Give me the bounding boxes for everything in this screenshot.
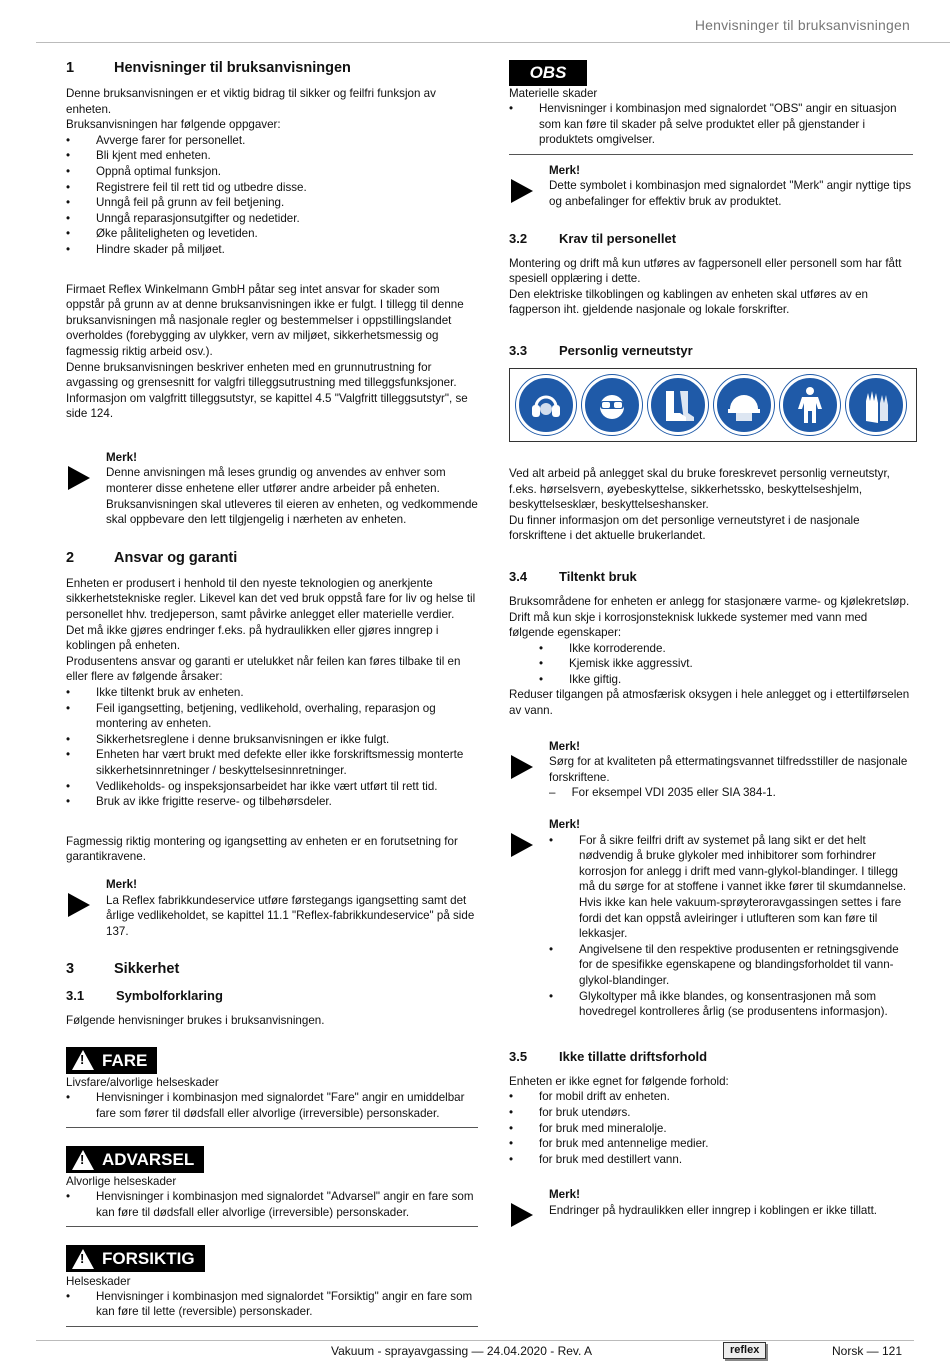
dash-marker: –: [549, 786, 556, 800]
note-text: Dette symbolet i kombinasjon med signalordet "Merk" angir nyttige tips og anbefalinger for effektiv bruk av produktet.: [549, 179, 912, 208]
paragraph: Drift må kun skje i korrosjonsteknisk lukkede systemer med vann med følgende egenskaper:: [509, 610, 868, 640]
section-title: Ansvar og garanti: [114, 549, 238, 566]
list-item: • Oppnå optimal funksjon.: [66, 164, 478, 180]
section-3-5-heading: [509, 1048, 913, 1066]
paragraph: Denne bruksanvisningen beskriver enheten med en grunnutrustning for avgassing og grensesnitt for valgfri tilleggsutrustning med tilleggsfunksjoner. Informasjon om valgfritt tilleggsutstyr, se kapittel 4.5 "Valgfritt tilleggsutstyr", se side 124.: [66, 360, 468, 421]
example-text: For eksempel VDI 2035 eller SIA 384-1.: [571, 786, 776, 800]
list-item: • Henvisninger i kombinasjon med signalordet "Advarsel" angir en fare som kan føre til dødsfall eller alvorlige (irreversible) personskader.: [66, 1189, 478, 1220]
list-item: • Registrere feil til rett tid og utbedre disse.: [66, 180, 478, 196]
paragraph: Du finner informasjon om det personlige verneutstyret i de nasjonale forskriftene i det aktuelle brukerlandet.: [509, 513, 860, 543]
list-item: • Henvisninger i kombinasjon med signalordet "Forsiktig" angir en fare som kan føre til lette (reversible) personskader.: [66, 1289, 478, 1320]
list-item: • Bli kjent med enheten.: [66, 148, 478, 164]
section-number: 2: [66, 549, 75, 566]
list-item: • for bruk med antennelige medier.: [509, 1136, 913, 1152]
note-block: [509, 163, 913, 210]
paragraph: Firmaet Reflex Winkelmann GmbH påtar seg intet ansvar for skader som oppstår på grunn av at denne bruksanvisningen ikke er fulgt. I tillegg til denne bruksanvisningen må nasjonale regler og bestemmelser i oppstillingslandet overholdes (forebygging av ulykker, vern av miljøet, sikkerhetsmessig og fagmessig riktig arbeid osv.).: [66, 282, 464, 358]
left-column: [66, 58, 478, 1335]
note-block: [509, 1187, 913, 1227]
section-3-2-heading: [509, 230, 913, 248]
note-title: Merk!: [106, 450, 137, 464]
note-text: La Reflex fabrikkundeservice utføre førstegangs igangsetting samt det årlige vedlikeholdet, se kapittel 11.1 "Reflex-fabrikkundeservice" på side 137.: [106, 893, 475, 938]
page-number: Norsk — 121: [832, 1344, 903, 1358]
note-title: Merk!: [549, 739, 580, 753]
play-arrow-icon: [511, 179, 533, 203]
section-title: Sikkerhet: [114, 961, 180, 978]
list-item: • Ikke korroderende.: [509, 641, 913, 657]
list-item: • for bruk med mineralolje.: [509, 1121, 913, 1137]
list-item: • for mobil drift av enheten.: [509, 1089, 913, 1105]
section-number: 3.2: [509, 230, 528, 246]
section-number: 3.4: [509, 568, 528, 584]
paragraph: Bruksanvisningen har følgende oppgaver:: [66, 118, 281, 132]
warning-triangle-icon: [72, 1150, 94, 1170]
list-item: • For å sikre feilfri drift av systemet på lang sikt er det helt nødvendig å bruke glykoler med inhibitorer som forhindrer korrosjon for anlegg i drift med vann-glykol-blandinger. I tillegg må du sørge for at stoffene i vannet ikke fører til skumdannelse. Hvis ikke kan hele vakuum-sprøyteroravgassingen settes i fare fordi det kan oppstå avleiringer i utlufteren som kan føre til lekkasjer.: [549, 833, 913, 942]
list-item: • Glykoltyper må ikke blandes, og konsentrasjonen må som hovedregel kontrolleres årlig (se produsentens informasjon).: [549, 989, 913, 1020]
advarsel-block: [66, 1144, 478, 1227]
warning-triangle-icon: [72, 1249, 94, 1269]
note-text: Endringer på hydraulikken eller inngrep i koblingen er ikke tillatt.: [549, 1203, 878, 1217]
obs-block: [509, 60, 913, 155]
list-item: • Henvisninger i kombinasjon med signalordet "OBS" angir en situasjon som kan føre til skader på selve produktet eller på gjenstander i produktets omgivelser.: [509, 101, 913, 148]
fare-block: [66, 1045, 478, 1128]
condition-list: [509, 1089, 913, 1167]
play-arrow-icon: [68, 893, 90, 917]
section-3-4-heading: [509, 568, 913, 586]
footer-doc-info: Vakuum - sprayavgassing — 24.04.2020 - Rev. A: [331, 1344, 593, 1358]
list-item: • Ikke giftig.: [509, 672, 913, 688]
paragraph: Ved alt arbeid på anlegget skal du bruke foreskrevet personlig verneutstyr, f.eks. hørselsvern, øyebeskyttelse, sikkerhetssko, beskyttelseshjelm, beskyttelsesklær, beskyttelseshansker.: [509, 466, 890, 512]
paragraph: Følgende henvisninger brukes i bruksanvisningen.: [66, 1014, 325, 1028]
note-title: Merk!: [549, 163, 580, 177]
section-number: 3.5: [509, 1048, 528, 1064]
signal-word: FORSIKTIG: [102, 1249, 195, 1269]
list-item: • Feil igangsetting, betjening, vedlikehold, overhaling, reparasjon og montering av enheten.: [66, 701, 478, 732]
list-item: • Vedlikeholds- og inspeksjonsarbeidet har ikke vært utført til rett tid.: [66, 779, 478, 795]
list-item: • Ikke tiltenkt bruk av enheten.: [66, 685, 478, 701]
paragraph: Det må ikke gjøres endringer f.eks. på hydraulikken eller gjøres inngrep i koblingen på enheten.: [66, 623, 439, 653]
section-title: Symbolforklaring: [116, 988, 223, 1004]
safety-goggles-icon: [582, 375, 642, 435]
section-number: 3.1: [66, 988, 85, 1004]
list-item: • Kjemisk ikke aggressivt.: [509, 656, 913, 672]
signal-subtitle: Livsfare/alvorlige helseskader: [66, 1076, 219, 1089]
list-item: • Unngå feil på grunn av feil betjening.: [66, 195, 478, 211]
paragraph: Produsentens ansvar og garanti er utelukket når feilen kan føres tilbake til en eller flere av følgende årsaker:: [66, 654, 461, 684]
ear-protection-icon: [516, 375, 576, 435]
paragraph: Enheten er produsert i henhold til den nyeste teknologien og anerkjente sikkerhetstekniske regler. Likevel kan det ved bruk oppstå fare for liv og helse til personellet hhv. tredjeperson, samt påvirke anlegget eller materielle verdier.: [66, 576, 476, 622]
section-title: Henvisninger til bruksanvisningen: [114, 60, 351, 76]
list-item: • Enheten har vært brukt med defekte eller ikke forskriftsmessig monterte sikkerhetsinnretninger / beskyttelsesinnretninger.: [66, 747, 478, 778]
signal-subtitle: Materielle skader: [509, 87, 598, 100]
signal-subtitle: Helseskader: [66, 1274, 131, 1288]
list-item: • Hindre skader på miljøet.: [66, 242, 478, 258]
paragraph: Den elektriske tilkoblingen og kablingen av enheten skal utføres av en fagperson iht. gjeldende nasjonale og lokale forskrifter.: [509, 287, 868, 317]
task-list: [66, 133, 478, 258]
section-number: 1: [66, 60, 75, 76]
right-column: [509, 60, 913, 1231]
list-item: • Henvisninger i kombinasjon med signalordet "Fare" angir en umiddelbar fare som fører til dødsfall eller alvorlige (irreversible) personskader.: [66, 1090, 478, 1121]
note-title: Merk!: [549, 1188, 580, 1202]
paragraph: Montering og drift må kun utføres av fagpersonell eller personell som har fått spesiell opplæring i dette.: [509, 256, 902, 286]
ppe-icon-strip: [509, 368, 917, 442]
play-arrow-icon: [68, 466, 90, 490]
paragraph: Fagmessig riktig montering og igangsetting av enheten er en forutsetning for garantikravene.: [66, 834, 458, 864]
section-number: 3.3: [509, 342, 528, 358]
paragraph: Reduser tilgangen på atmosfærisk oksygen i hele anlegget og i ettertilførselen av vann.: [509, 688, 910, 718]
note-block: [66, 450, 478, 528]
note-block: [509, 817, 913, 1020]
forsiktig-block: [66, 1243, 478, 1326]
page-header-title: Henvisninger til bruksanvisningen: [694, 17, 910, 33]
section-title: Tiltenkt bruk: [559, 568, 637, 584]
note-example: [549, 785, 913, 801]
list-item: • Sikkerhetsreglene i denne bruksanvisningen er ikke fulgt.: [66, 732, 478, 748]
play-arrow-icon: [511, 833, 533, 857]
list-item: • Bruk av ikke frigitte reserve- og tilbehørsdeler.: [66, 794, 478, 810]
list-item: • Øke påliteligheten og levetiden.: [66, 226, 478, 242]
list-item: • for bruk med destillert vann.: [509, 1152, 913, 1168]
helmet-icon: [714, 375, 774, 435]
list-item: • Unngå reparasjonsutgifter og nedetider.: [66, 211, 478, 227]
section-title: Ikke tillatte driftsforhold: [559, 1048, 708, 1064]
protective-clothing-icon: [780, 375, 840, 435]
list-item: • Angivelsene til den respektive produsenten er retningsgivende for de spesifikke egenskapene og blandingsforholdet til vann-glykol-blandinger.: [549, 942, 913, 989]
safety-boots-icon: [648, 375, 708, 435]
list-item: • for bruk utendørs.: [509, 1105, 913, 1121]
paragraph: Bruksområdene for enheten er anlegg for stasjonære varme- og kjølekretsløp.: [509, 594, 910, 608]
section-1-heading: [66, 58, 478, 78]
section-number: 3: [66, 961, 75, 978]
signal-word: FARE: [102, 1050, 148, 1070]
obs-signal-badge: OBS: [509, 60, 587, 86]
header-rule: [36, 42, 950, 43]
forsiktig-signal-badge: [66, 1245, 205, 1272]
list-item: • Avverge farer for personellet.: [66, 133, 478, 149]
gloves-icon: [846, 375, 906, 435]
section-3-1-heading: [66, 987, 478, 1005]
property-list: [509, 641, 913, 688]
signal-word: ADVARSEL: [102, 1149, 195, 1169]
note-text: Sørg for at kvaliteten på ettermatingsvannet tilfredsstiller de nasjonale forskriftene.: [549, 755, 908, 784]
note-title: Merk!: [106, 877, 137, 891]
play-arrow-icon: [511, 755, 533, 779]
play-arrow-icon: [511, 1203, 533, 1227]
section-2-heading: [66, 548, 478, 568]
note-block: [509, 739, 913, 801]
note-block: [66, 877, 478, 939]
fare-signal-badge: [66, 1047, 157, 1074]
footer-rule: [36, 1340, 914, 1341]
cause-list: [66, 685, 478, 810]
section-title: Personlig verneutstyr: [559, 342, 693, 358]
section-3-heading: [66, 959, 478, 979]
advarsel-signal-badge: [66, 1146, 204, 1173]
note-text: Denne anvisningen må leses grundig og anvendes av enhver som monterer disse enhetene eller utfører andre arbeider på enheten. Bruksanvisningen skal utleveres til eieren av enheten, og vedkommende skal oppbevare den lett tilgjengelig i nærheten av enheten.: [106, 466, 478, 527]
paragraph: Denne bruksanvisningen er et viktig bidrag til sikker og feilfri funksjon av enheten.: [66, 87, 436, 116]
signal-subtitle: Alvorlige helseskader: [66, 1175, 177, 1189]
reflex-logo: reflex: [723, 1342, 766, 1359]
warning-triangle-icon: [72, 1050, 94, 1070]
section-title: Krav til personellet: [559, 230, 677, 246]
paragraph: Enheten er ikke egnet for følgende forhold:: [509, 1074, 729, 1088]
section-3-3-heading: [509, 342, 913, 360]
note-title: Merk!: [549, 818, 580, 832]
